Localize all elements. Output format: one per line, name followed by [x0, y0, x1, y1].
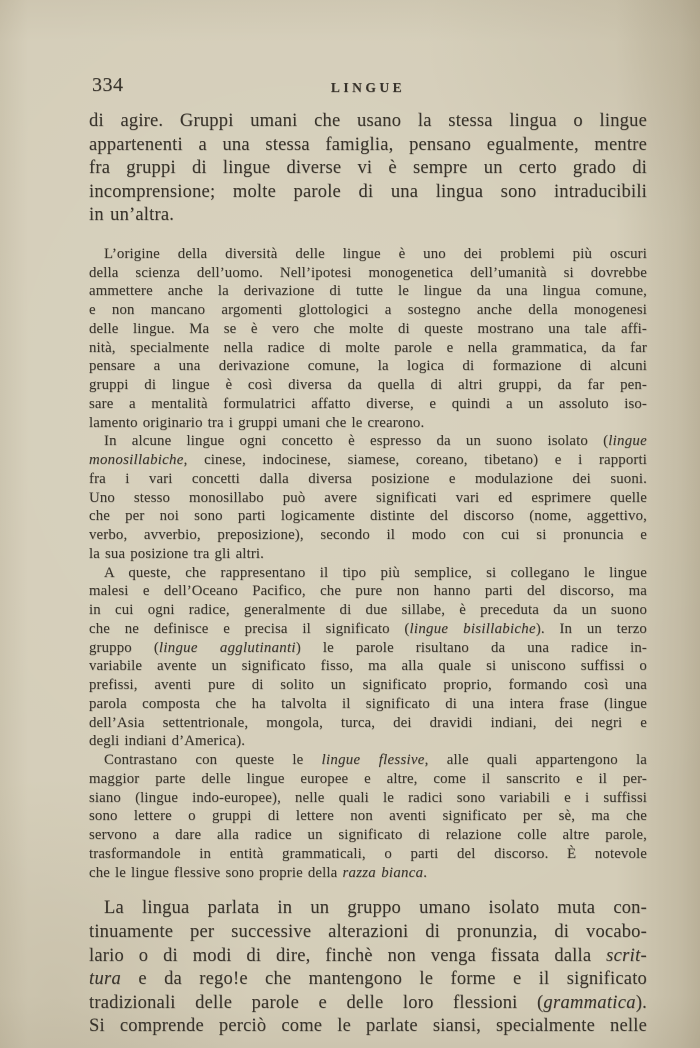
text-line: nità, specialmente nella radice di molte parole e nella grammatica, da far: [89, 339, 647, 356]
paragraph: [89, 751, 647, 882]
text-line: La lingua parlata in un gruppo umano isolato muta con-: [104, 898, 647, 919]
text-line: della scienza dell’uomo. Nell’ipotesi monogenetica dell’umanità si dovrebbe: [89, 264, 647, 281]
text-line: maggior parte delle lingue europee e altre, come il sanscrito e il per-: [89, 770, 647, 787]
text-line: sono lettere o gruppi di lettere non aventi significato per sè, ma che: [89, 808, 647, 825]
text-line: A queste, che rappresentano il tipo più semplice, si collegano le lingue: [104, 564, 647, 581]
italic-term: tura: [89, 969, 122, 990]
paragraph: [89, 564, 647, 752]
text-line: incomprensione; molte parole di una lingua sono intraducibili: [89, 181, 647, 202]
text-line: gruppo (lingue agglutinanti) le parole risultano da una radice in-: [89, 639, 647, 656]
italic-term: monosillabiche: [89, 452, 184, 469]
italic-term: lingue: [608, 433, 647, 450]
text-line: malesi e dell’Oceano Pacifico, che pure non hanno parti del discorso, ma: [89, 583, 647, 600]
text-line: di agire. Gruppi umani che usano la stessa lingua o lingue: [89, 111, 647, 131]
text-line: tinuamente per successive alterazioni di pronunzia, di vocabo-: [89, 922, 647, 943]
text-line: verbo, avverbio, preposizione), secondo il modo con cui si pronuncia e: [89, 527, 647, 544]
text-line: variabile avente un significato fisso, ma alla quale si uniscono suffissi o: [89, 658, 647, 675]
text-line: monosillabiche, cinese, indocinese, siamese, coreano, tibetano) e i rapporti: [89, 452, 647, 469]
text-line: che le lingue flessive sono proprie della razza bianca.: [89, 864, 428, 881]
paragraph: [89, 432, 647, 563]
text-line: Uno stesso monosillabo può avere significati vari ed esprimere quelle: [89, 489, 647, 506]
text-line: L’origine della diversità delle lingue è uno dei problemi più oscuri: [104, 245, 647, 262]
italic-term: grammatica: [543, 992, 636, 1013]
text-line: lario o di modi di dire, finchè non venga fissata dalla scrit-: [89, 945, 647, 966]
text-line: fra i vari concetti dalla diversa posizione e modulazione dei suoni.: [89, 470, 647, 487]
paragraph: [89, 245, 647, 433]
text-line: che per noi sono parti logicamente distinte del discorso (nome, aggettivo,: [89, 508, 647, 525]
text-line: prefissi, aventi pure di solito un significato proprio, formando così una: [89, 677, 647, 694]
text-line: trasformandole in entità grammaticali, o parti del discorso. È notevole: [89, 845, 647, 862]
text-line: Contrastano con queste le lingue flessive, alle quali appartengono la: [104, 752, 647, 769]
text-line: In alcune lingue ogni concetto è espresso da un suono isolato (lingue: [104, 433, 647, 450]
text-line: in cui ogni radice, generalmente di due sillabe, è preceduta da un suono: [89, 602, 647, 619]
text-line: degli indiani d’America).: [89, 733, 246, 750]
italic-term: razza bianca: [342, 864, 424, 881]
paragraph: [89, 897, 647, 1039]
text-line: che ne definisce e precisa il significato (lingue bisillabiche). In un terzo: [89, 620, 647, 637]
running-title: LINGUE: [330, 80, 406, 95]
text-line: sare a mentalità formulatrici affatto diverse, e quindi a un assoluto iso-: [89, 395, 647, 412]
page-header: [0, 74, 700, 100]
text-line: e non mancano argomenti glottologici a sostegno anche della monogenesi: [89, 302, 647, 319]
italic-term: scrit-: [606, 945, 647, 966]
italic-term: lingue bisillabiche: [409, 620, 536, 637]
text-line: tura e da rego!e che mantengono le forme e il significato: [89, 969, 647, 990]
text-line: appartenenti a una stessa famiglia, pensano egualmente, mentre: [89, 134, 647, 155]
italic-term: lingue agglutinanti: [158, 639, 296, 656]
text-line: tradizionali delle parole e delle loro flessioni (grammatica).: [89, 992, 647, 1013]
text-line: delle lingue. Ma se è vero che molte di queste mostrano una tale affi-: [89, 320, 647, 337]
page-number: 334: [92, 74, 124, 96]
text-line: servono a dare alla radice un significato di relazione colle altre parole,: [89, 827, 647, 844]
text-line: gruppi di lingue è così diversa da quella di altri gruppi, da far pen-: [89, 377, 647, 394]
text-line: in un’altra.: [89, 205, 175, 226]
text-line: ammettere anche la derivazione di tutte le lingue da una lingua comune,: [89, 283, 647, 300]
text-line: parola composta che ha talvolta il significato di una intera frase (lingue: [89, 695, 647, 712]
text-line: Si comprende perciò come le parlate siansi, specialmente nelle: [89, 1016, 647, 1037]
text-line: pensare a una derivazione comune, la logica di formazione di alcuni: [89, 358, 647, 375]
paragraph: [89, 110, 647, 228]
text-line: dell’Asia settentrionale, mongola, turca, dei dravidi indiani, dei negri e: [89, 714, 647, 731]
text-line: la sua posizione tra gli altri.: [89, 545, 265, 562]
text-line: fra gruppi di lingue diverse vi è sempre un certo grado di: [89, 158, 647, 179]
text-line: siano (lingue indo-europee), nelle quali le radici sono variabili e i suffissi: [89, 789, 647, 806]
text-line: lamento originario tra i gruppi umani che le crearono.: [89, 414, 425, 431]
text-column: [89, 110, 647, 1039]
italic-term: lingue flessive: [321, 752, 425, 769]
